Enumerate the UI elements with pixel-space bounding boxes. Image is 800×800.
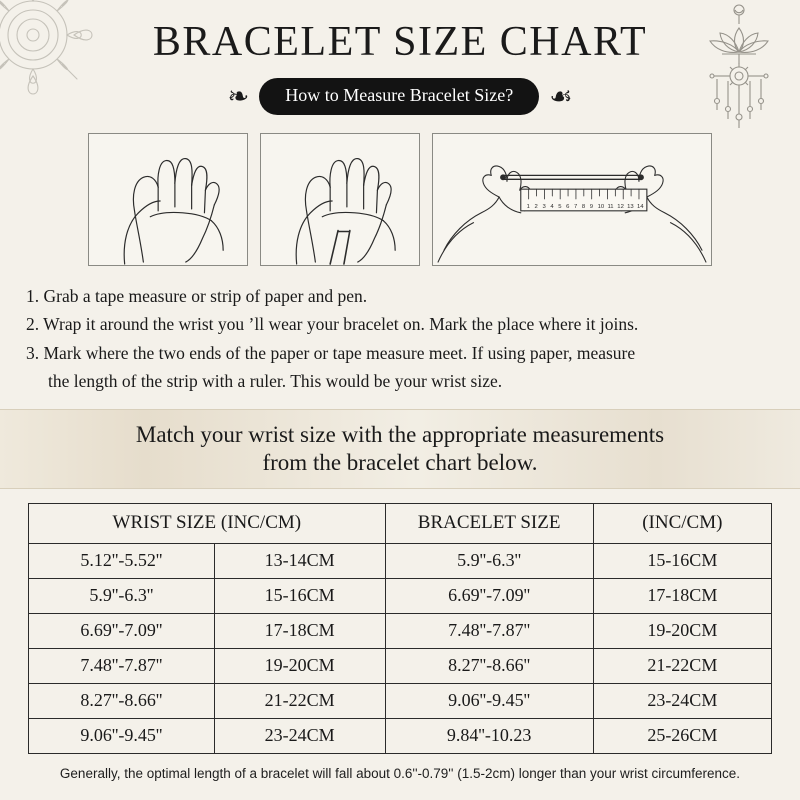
cell-wrist-cm: 23-24CM <box>214 719 385 754</box>
cell-wrist-cm: 19-20CM <box>214 649 385 684</box>
svg-text:8: 8 <box>581 203 586 210</box>
cell-wrist-cm: 15-16CM <box>214 579 385 614</box>
hand-with-tape-measure-illustration <box>88 133 248 266</box>
banner-line-1: Match your wrist size with the appropriate measurements <box>135 421 665 447</box>
cell-bracelet-inch: 5.9''-6.3'' <box>385 544 593 579</box>
ruler-measuring-drawing-icon <box>433 134 711 265</box>
hands-measuring-strip-with-ruler-illustration <box>432 133 712 266</box>
cell-bracelet-cm: 15-16CM <box>593 544 771 579</box>
svg-text:12: 12 <box>617 203 624 210</box>
subtitle-pill: How to Measure Bracelet Size? <box>259 78 539 115</box>
instruction-step-3: 3. Mark where the two ends of the paper or tape measure meet. If using paper, measure <box>26 342 636 363</box>
svg-text:6: 6 <box>566 203 570 210</box>
cell-wrist-inch: 8.27''-8.66'' <box>29 684 215 719</box>
table-row <box>29 544 772 579</box>
cell-wrist-inch: 5.9''-6.3'' <box>29 579 215 614</box>
cell-wrist-cm: 13-14CM <box>214 544 385 579</box>
banner-line-2: from the bracelet chart below. <box>262 450 538 476</box>
footnote-text: Generally, the optimal length of a bracelet will fall about 0.6''-0.79'' (1.5-2cm) longer than your wrist circumference. <box>59 766 741 782</box>
flourish-left-icon: ❧ <box>227 81 250 111</box>
cell-bracelet-inch: 7.48''-7.87'' <box>385 614 593 649</box>
illustration-panels <box>0 133 800 266</box>
size-chart-table <box>28 503 772 754</box>
hand-with-paper-strip-illustration <box>260 133 420 266</box>
cell-bracelet-cm: 25-26CM <box>593 719 771 754</box>
svg-text:13: 13 <box>627 203 634 210</box>
table-row <box>29 684 772 719</box>
header-wrist-size: WRIST SIZE (INC/CM) <box>29 504 386 544</box>
cell-bracelet-inch: 9.84''-10.23 <box>385 719 593 754</box>
svg-text:9: 9 <box>589 203 594 210</box>
cell-wrist-cm: 21-22CM <box>214 684 385 719</box>
svg-text:3: 3 <box>542 203 546 210</box>
hand-paper-strip-drawing-icon <box>261 134 419 265</box>
subtitle-row <box>0 78 800 115</box>
table-row <box>29 579 772 614</box>
cell-bracelet-cm: 19-20CM <box>593 614 771 649</box>
page-title: BRACELET SIZE CHART <box>152 19 648 65</box>
table-row <box>29 719 772 754</box>
svg-text:5: 5 <box>558 203 562 210</box>
cell-bracelet-cm: 23-24CM <box>593 684 771 719</box>
cell-bracelet-inch: 8.27''-8.66'' <box>385 649 593 684</box>
cell-bracelet-inch: 9.06''-9.45'' <box>385 684 593 719</box>
svg-text:1: 1 <box>526 203 530 210</box>
table-header-row <box>29 504 772 544</box>
svg-text:7: 7 <box>573 203 578 210</box>
svg-text:10: 10 <box>597 203 605 210</box>
svg-text:2: 2 <box>534 203 538 210</box>
cell-wrist-inch: 7.48''-7.87'' <box>29 649 215 684</box>
svg-text:4: 4 <box>550 203 554 210</box>
table-row <box>29 614 772 649</box>
svg-text:11: 11 <box>607 203 614 210</box>
cell-wrist-inch: 5.12''-5.52'' <box>29 544 215 579</box>
cell-bracelet-cm: 17-18CM <box>593 579 771 614</box>
cell-wrist-inch: 6.69''-7.09'' <box>29 614 215 649</box>
size-table-wrapper <box>28 503 772 754</box>
instruction-step-1: 1. Grab a tape measure or strip of paper and pen. <box>26 286 368 306</box>
instructions-list <box>26 282 774 395</box>
match-size-banner <box>0 409 800 489</box>
header-bracelet-size: BRACELET SIZE <box>385 504 593 544</box>
cell-wrist-cm: 17-18CM <box>214 614 385 649</box>
cell-wrist-inch: 9.06''-9.45'' <box>29 719 215 754</box>
cell-bracelet-inch: 6.69''-7.09'' <box>385 579 593 614</box>
instruction-step-2: 2. Wrap it around the wrist you ’ll wear your bracelet on. Mark the place where it joins. <box>26 314 639 335</box>
cell-bracelet-cm: 21-22CM <box>593 649 771 684</box>
table-row <box>29 649 772 684</box>
hand-tape-drawing-icon <box>89 134 247 265</box>
header-bracelet-units: (INC/CM) <box>593 504 771 544</box>
flourish-right-icon: ☙ <box>549 81 573 111</box>
instruction-step-3-continued: the length of the strip with a ruler. This would be your wrist size. <box>48 371 503 392</box>
svg-text:14: 14 <box>637 203 644 210</box>
